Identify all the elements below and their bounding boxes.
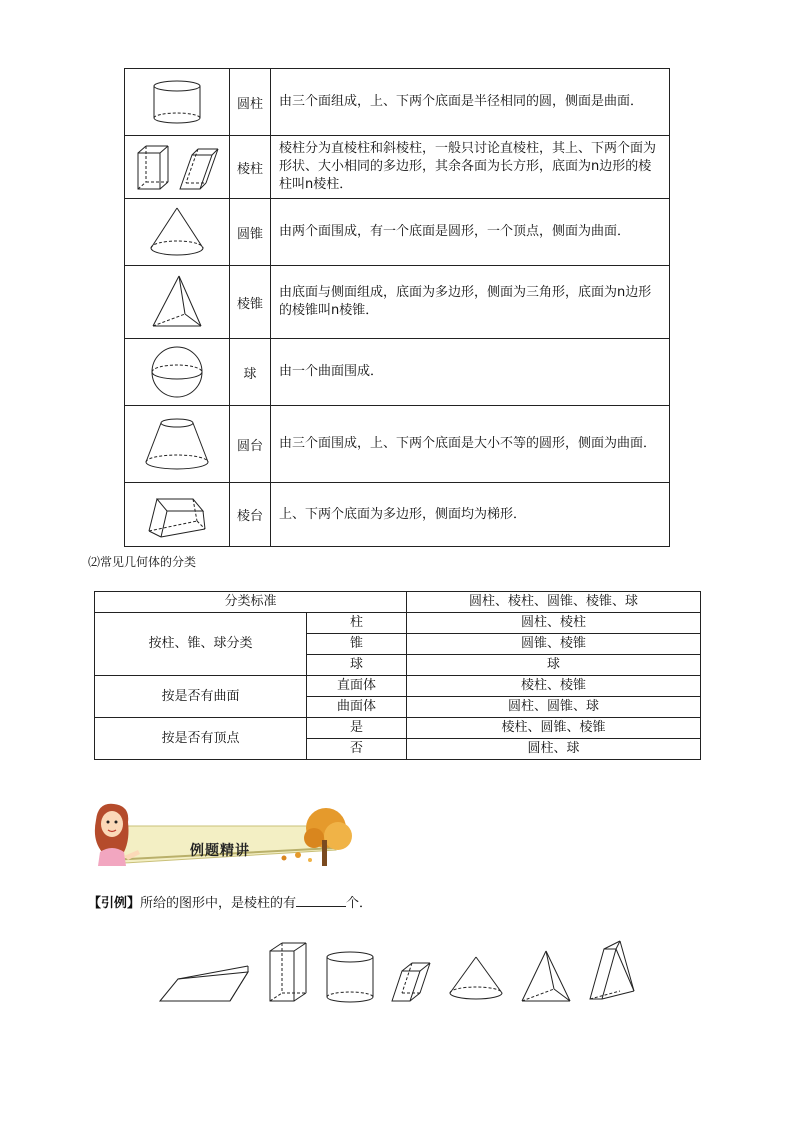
class-cell: 柱 [307, 613, 407, 634]
table-row [95, 676, 701, 697]
classification-header-row [95, 592, 701, 613]
solid-name: 棱锥 [230, 266, 271, 339]
pyramid-icon [522, 951, 570, 1001]
example-text-after: 个． [346, 896, 373, 911]
cone-icon [146, 204, 208, 260]
frustum-figure [125, 406, 230, 483]
solid-row-sphere [125, 339, 670, 406]
solid-row-pyramid [125, 266, 670, 339]
class-cell: 是 [307, 718, 407, 739]
pyramid-figure [125, 266, 230, 339]
cylinder-figure [125, 69, 230, 136]
frustum-pyramid-icon [145, 489, 209, 541]
prism-figure [125, 136, 230, 199]
pyramid-icon [147, 272, 207, 332]
table-row [95, 718, 701, 739]
solid-row-prismatoid [125, 483, 670, 547]
example-tag: 【引例】 [88, 896, 141, 911]
example-text-before: 所给的图形中，是棱柱的有 [140, 896, 297, 911]
cone-icon [450, 957, 502, 999]
criterion: 按是否有曲面 [95, 676, 307, 718]
criterion: 按是否有顶点 [95, 718, 307, 760]
class-cell: 锥 [307, 634, 407, 655]
solid-description: 由三个面围成，上、下两个底面是大小不等的圆形，侧面为曲面． [271, 406, 670, 483]
members-cell: 圆柱、棱柱 [407, 613, 701, 634]
solid-row-frustum [125, 406, 670, 483]
example-figures [150, 935, 650, 1010]
banner-title: 例题精讲 [190, 843, 250, 859]
sphere-icon [148, 344, 206, 400]
solids-table [124, 68, 670, 547]
solid-name: 圆锥 [230, 199, 271, 266]
solid-description: 上、下两个底面为多边形，侧面均为梯形． [271, 483, 670, 547]
members-cell: 棱柱、圆锥、棱锥 [407, 718, 701, 739]
sphere-figure [125, 339, 230, 406]
example-question [88, 892, 372, 911]
solid-name: 圆台 [230, 406, 271, 483]
class-cell: 曲面体 [307, 697, 407, 718]
members-cell: 圆锥、棱锥 [407, 634, 701, 655]
members-cell: 圆柱、球 [407, 739, 701, 760]
members-cell: 圆柱、圆锥、球 [407, 697, 701, 718]
prismatoid-figure [125, 483, 230, 547]
solid-row-prism [125, 136, 670, 199]
table-row [95, 613, 701, 634]
solid-row-cylinder [125, 69, 670, 136]
solid-name: 棱台 [230, 483, 271, 547]
members-cell: 球 [407, 655, 701, 676]
cylinder-icon [327, 952, 373, 1002]
answer-blank[interactable] [296, 894, 346, 907]
solid-row-cone [125, 199, 670, 266]
solid-name: 球 [230, 339, 271, 406]
triangular-prism-icon [160, 966, 248, 1001]
class-cell: 直面体 [307, 676, 407, 697]
solid-description: 棱柱分为直棱柱和斜棱柱，一般只讨论直棱柱，其上、下两个面为形状、大小相同的多边形，其余各面为长方形，底面为n边形的棱柱叫n棱柱． [271, 136, 670, 199]
cylinder-icon [147, 77, 207, 127]
rectangular-prism-icon [270, 943, 306, 1001]
header-items: 圆柱、棱柱、圆锥、棱锥、球 [407, 592, 701, 613]
class-cell: 否 [307, 739, 407, 760]
header-standard: 分类标准 [95, 592, 407, 613]
class-cell: 球 [307, 655, 407, 676]
classification-caption: ⑵常见几何体的分类 [88, 555, 197, 569]
criterion: 按柱、锥、球分类 [95, 613, 307, 676]
solid-description: 由一个曲面围成． [271, 339, 670, 406]
solid-description: 由三个面组成，上、下两个底面是半径相同的圆，侧面是曲面． [271, 69, 670, 136]
solid-description: 由底面与侧面组成，底面为多边形，侧面为三角形，底面为n边形的棱锥叫n棱锥． [271, 266, 670, 339]
oblique-prism-icon [392, 963, 430, 1001]
solid-name: 圆柱 [230, 69, 271, 136]
classification-table [94, 591, 701, 760]
solid-description: 由两个面围成，有一个底面是圆形，一个顶点，侧面为曲面． [271, 199, 670, 266]
cone-figure [125, 199, 230, 266]
members-cell: 棱柱、棱锥 [407, 676, 701, 697]
frustum-icon [141, 414, 213, 474]
solid-name: 棱柱 [230, 136, 271, 199]
tall-triangular-prism-icon [590, 941, 634, 999]
prism-icon [132, 141, 222, 193]
